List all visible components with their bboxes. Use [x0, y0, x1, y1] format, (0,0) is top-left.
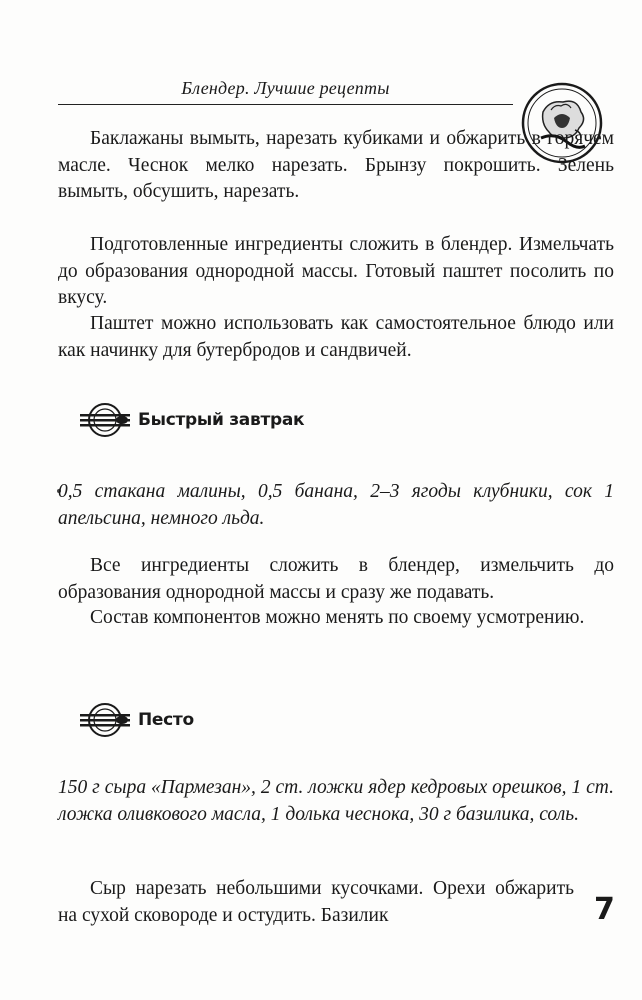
recipe-2-step-1: Сыр нарезать небольшими кусочками. Орехи обжарить на сухой сковороде и остудить. Базилик [58, 878, 574, 926]
header-rule [58, 104, 513, 105]
page-number: 7 [594, 892, 615, 927]
recipe-title-pesto: Песто [138, 710, 194, 730]
paragraph-3: Паштет можно использовать как самостоятельное блюдо или как начинку для бутербродов и сандвичей. [58, 313, 614, 361]
paragraph-1: Баклажаны вымыть, нарезать кубиками и обжарить в горячем масле. Чеснок мелко нарезать. Брынзу покрошить. Зелень вымыть, обсушить, нарезать. [58, 128, 614, 202]
plate-fork-spoon-icon [78, 402, 132, 438]
running-header: Блендер. Лучшие рецепты [181, 78, 390, 98]
paragraph-2: Подготовленные ингредиенты сложить в блендер. Измельчать до образования однородной массы. Готовый паштет посолить по вкусу. [58, 234, 614, 308]
recipe-1-step-1: Все ингредиенты сложить в блендер, измельчить до образования однородной массы и сразу же подавать. [58, 555, 614, 603]
plate-fork-spoon-icon [78, 702, 132, 738]
ingredients-pesto: 150 г сыра «Пармезан», 2 ст. ложки ядер кедровых орешков, 1 ст. ложка оливкового масла, 1 долька чеснока, 30 г базилика, соль. [58, 777, 614, 825]
recipe-1-step-2: Состав компонентов можно менять по своему усмотрению. [90, 607, 585, 628]
ingredients-breakfast: 0,5 стакана малины, 0,5 банана, 2–3 ягоды клубники, сок 1 апельсина, немного льда. [58, 481, 614, 529]
recipe-title-breakfast: Быстрый завтрак [138, 410, 305, 430]
